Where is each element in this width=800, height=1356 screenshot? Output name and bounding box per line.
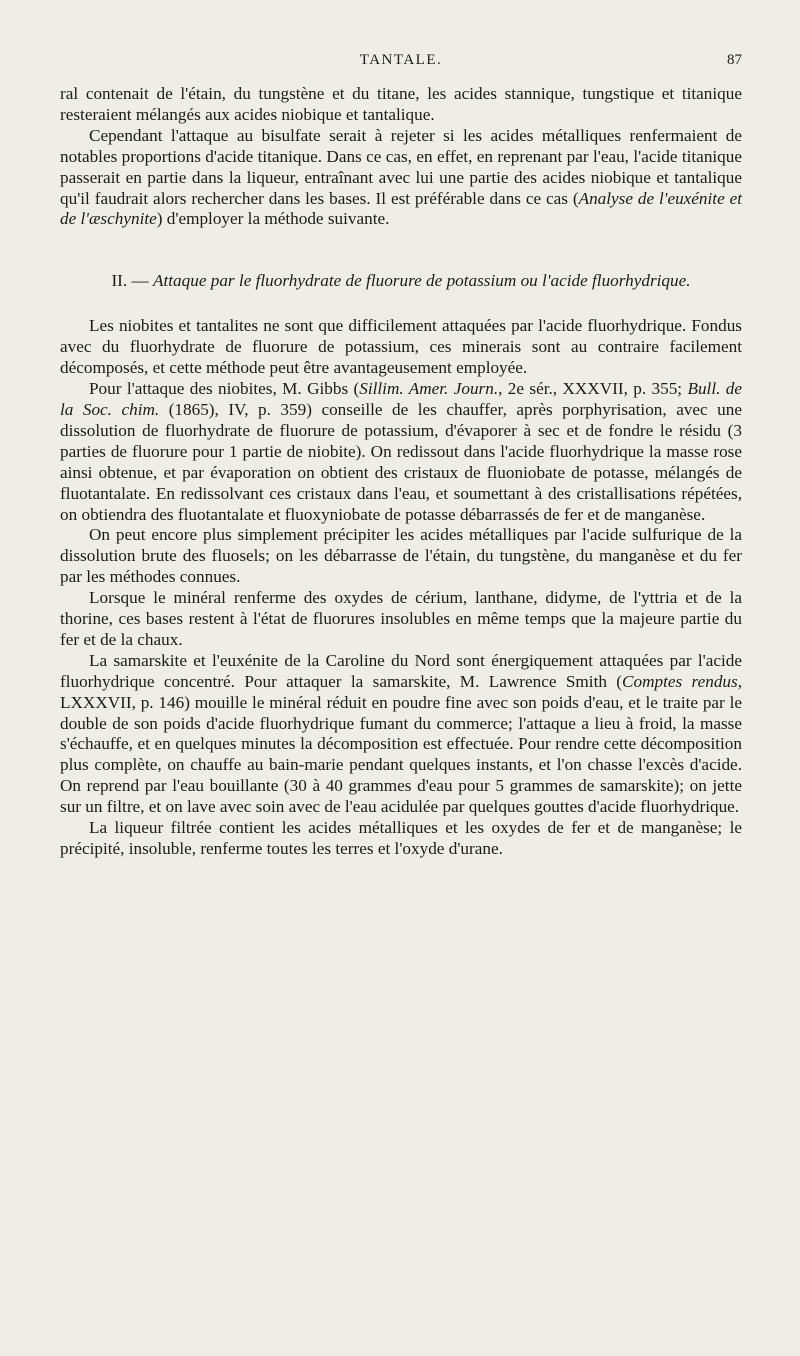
italic-reference: Comptes rendus [622,671,738,691]
paragraph-text: Les niobites et tantalites ne sont que difficilement attaquées par l'acide fluorhydrique. Fondus avec du fluorhydrate de fluorure de potassium, ces minerais sont au contraire facilement décomposés, et cette méthode peut être avantageusement employée. [60,316,742,378]
paragraph-text: La samarskite et l'euxénite de la Caroline du Nord sont énergiquement attaquées par l'acide fluorhydrique concentré. Pour attaquer la samarskite, M. Lawrence Smith ( [60,650,742,691]
paragraph-precipitation [60,525,742,588]
italic-reference: Bull. de la Soc. chim. [60,379,742,419]
paragraph-cerium [60,588,742,651]
paragraph-text: ) d'employer la méthode suivante. [156,209,390,229]
paragraph-text: Cependant l'attaque au bisulfate serait à rejeter si les acides métalliques renfermaient de notables proportions d'acide titanique. Dans ce cas, en effet, en reprenant par l'eau, l'acide titanique passerait en partie dans la liqueur, entraînant avec lui une partie des acides niobique et tantalique qu'il faudrait alors rechercher dans les bases. Il est préférable dans ce cas ( [60,125,742,208]
section-number: II. — [111,271,153,291]
paragraph-text: (1865), IV, p. 359) conseille de les chauffer, après porphyrisation, avec une dissolution de fluorhydrate de fluorure de potassium, d'évaporer à sec et de fondre le résidu (3 parties de fluorure pour 1 partie de niobite). On redissout dans l'acide fluorhydrique la masse rose ainsi obtenue, et par évaporation on obtient des cristaux de fluoniobate de potasse, mélangés de fluotantalate. En redissolvant ces cristaux dans l'eau, et soumettant à des cristallisations répétées, on obtiendra des fluotantalate et fluoxyniobate de potasse débarrassés de fer et de manganèse. [60,399,742,524]
paragraph-samarskite [60,651,742,818]
italic-reference: Sillim. Amer. Journ. [359,379,499,399]
paragraph-text: , 2e sér., XXXVII, p. 355; [498,379,688,399]
italic-reference: Analyse de l'euxénite et de l'æschynite [60,188,742,229]
paragraph-text: La liqueur filtrée contient les acides métalliques et les oxydes de fer et de manganèse; le précipité, insoluble, renferme toutes les terres et l'oxyde d'urane. [60,818,742,858]
page-header [60,52,742,76]
page-body [60,84,742,860]
paragraph-bisulfate [60,126,742,231]
paragraph-text: On peut encore plus simplement précipiter les acides métalliques par l'acide sulfurique de la dissolution brute des fluosels; on les débarrasse de l'étain, du tungstène, du manganèse et du fer par les méthodes connues. [60,525,742,587]
paragraph-text: ral contenait de l'étain, du tungstène et du titane, les acides stannique, tungstique et titanique resteraient mélangés aux acides niobique et tantalique. [60,84,742,124]
paragraph-gibbs [60,379,742,525]
section-heading [60,270,742,292]
paragraph-niobites [60,316,742,379]
paragraph-continuation [60,84,742,126]
paragraph-text: Lorsque le minéral renferme des oxydes de cérium, lanthane, didyme, de l'yttria et de la thorine, ces bases restent à l'état de fluorures insolubles en même temps que la majeure partie du fer et de la chaux. [60,588,742,649]
paragraph-text: Pour l'attaque des niobites, M. Gibbs ( [89,379,360,399]
paragraph-text: , LXXXVII, p. 146) mouille le minéral réduit en poudre fine avec son poids d'eau, et le traite par le double de son poids d'acide fluorhydrique fumant du commerce; l'attaque a lieu à froid, la masse s'échauffe, et en quelques minutes la décomposition est effectuée. Pour rendre cette décomposition plus complète, on chauffe au bain-marie pendant quelques instants, et l'on chasse l'excès d'acide. On reprend par l'eau bouillante (30 à 40 grammes d'eau pour 5 grammes de samarskite); on jette sur un filtre, et on lave avec soin avec de l'eau acidulée par quelques gouttes d'acide fluorhydrique. [60,671,742,817]
paragraph-filtrate [60,818,742,860]
section-title: Attaque par le fluorhydrate de fluorure de potassium ou l'acide fluorhydrique. [152,271,691,291]
running-head: TANTALE. [359,52,443,68]
page-number: 87 [727,52,742,68]
